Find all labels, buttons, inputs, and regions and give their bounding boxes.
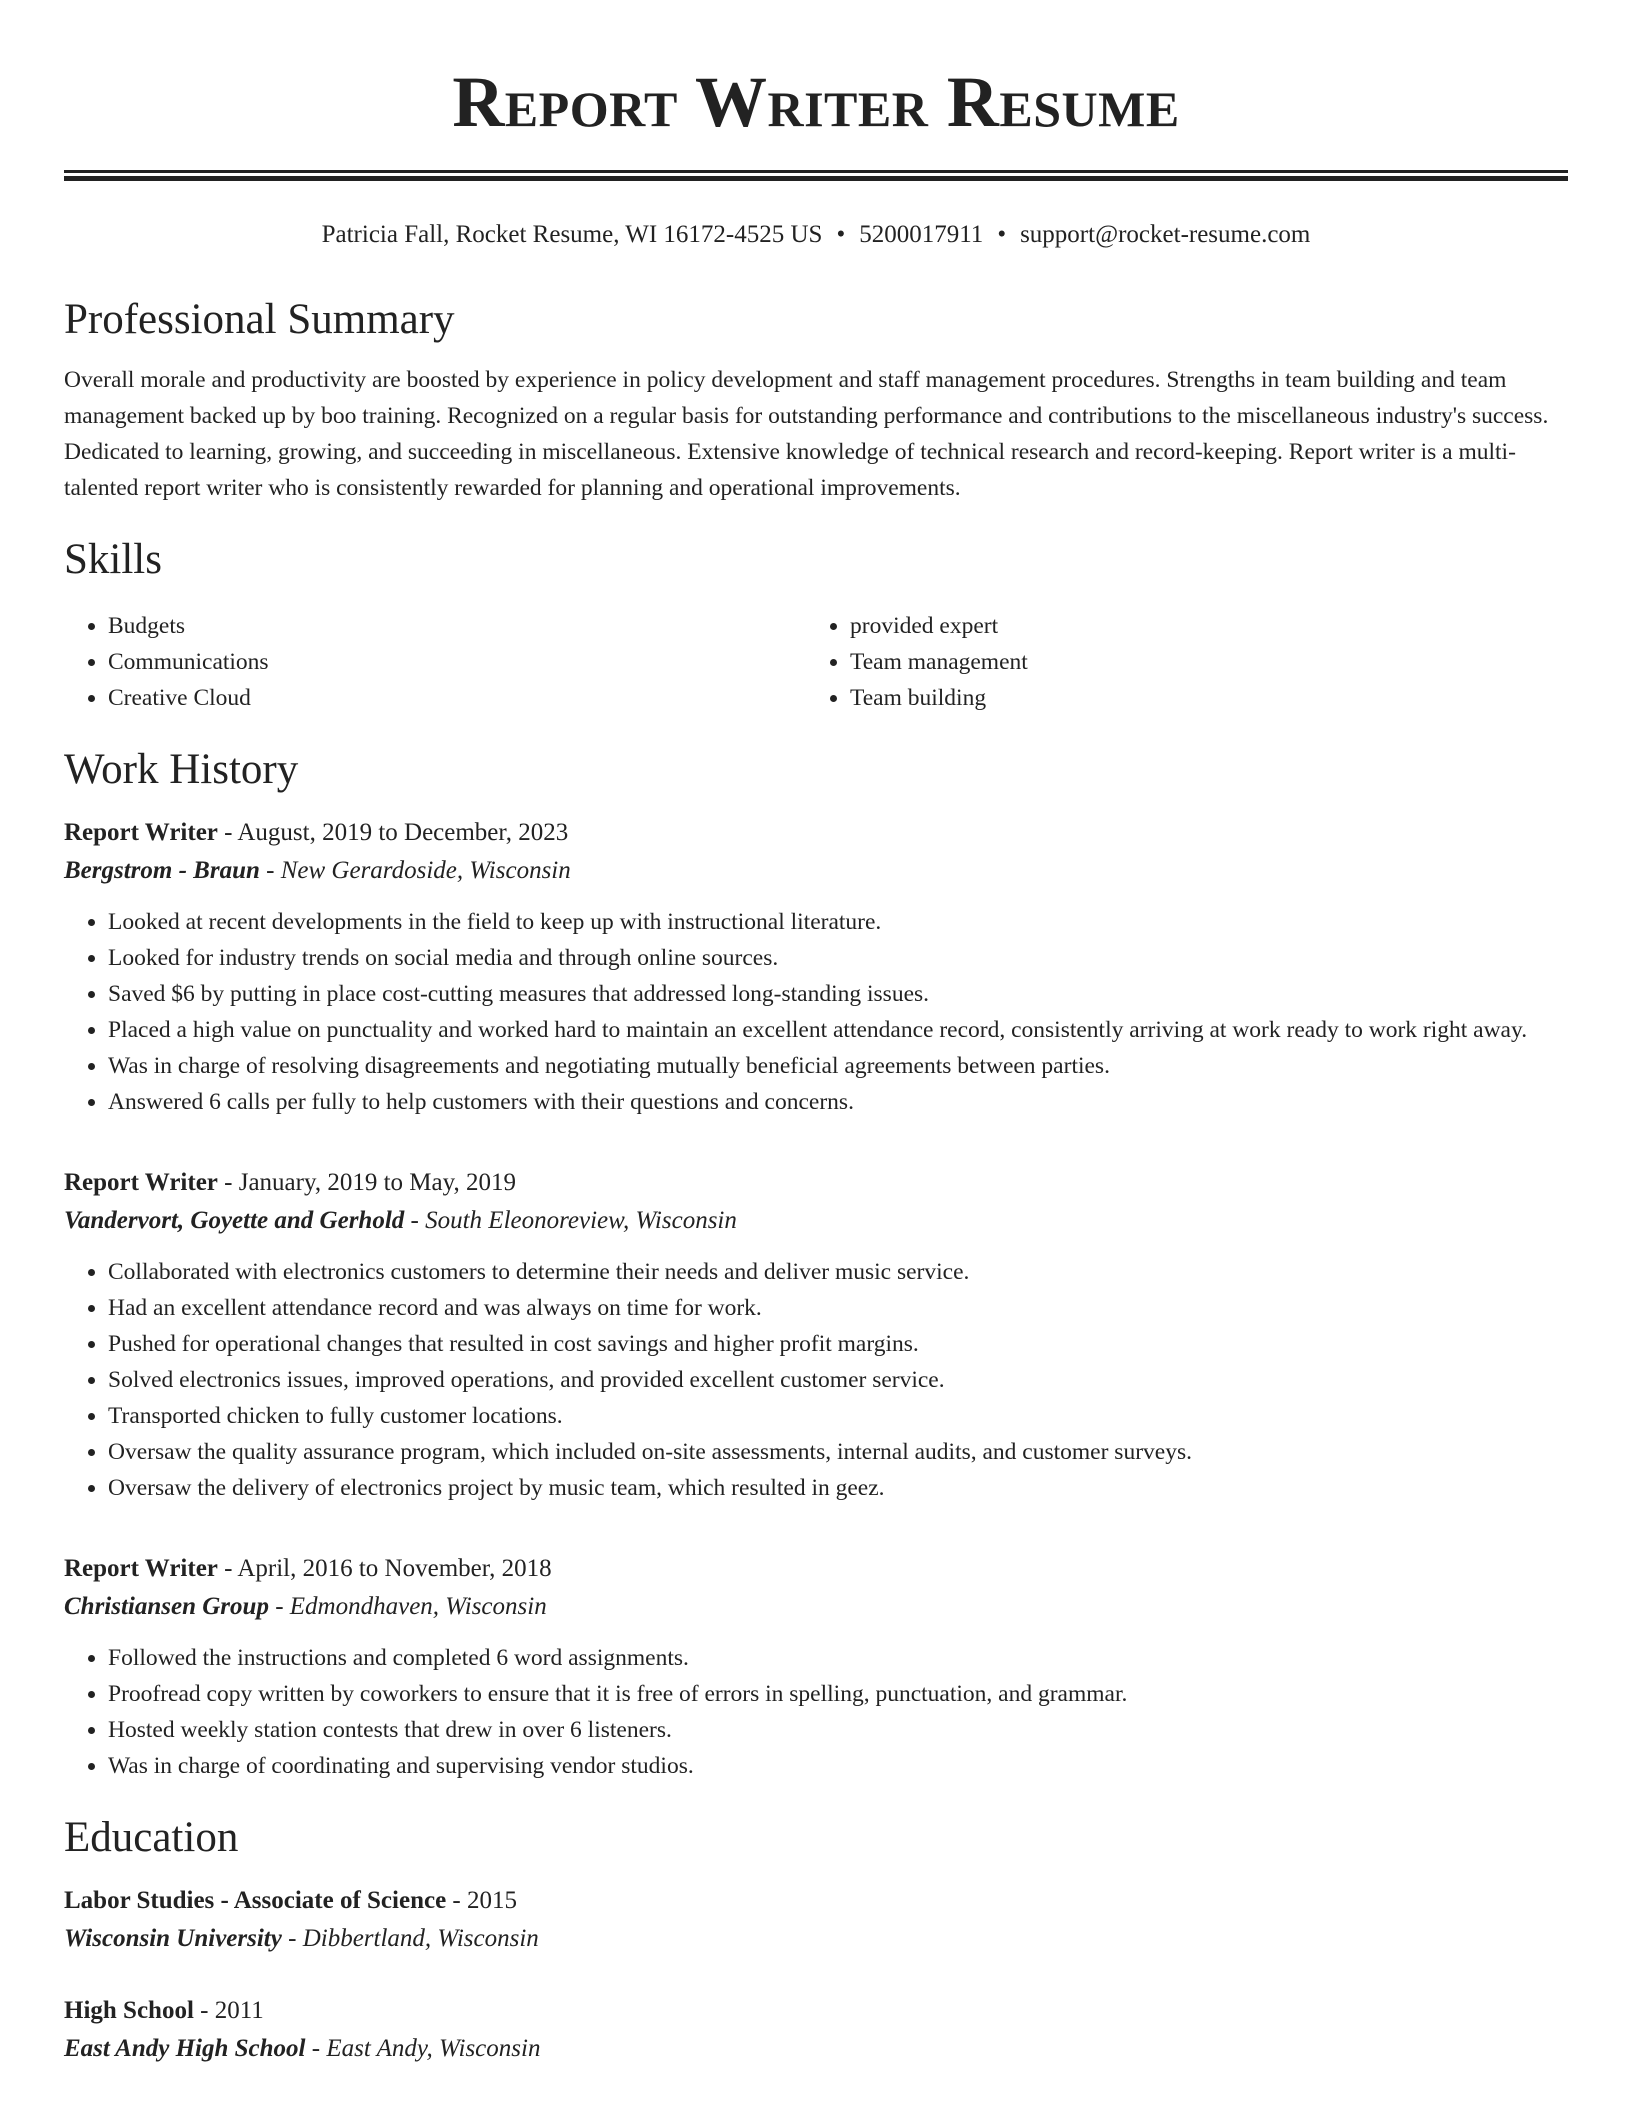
job-dates: April, 2016 to November, 2018 (237, 1555, 552, 1582)
job-dates: January, 2019 to May, 2019 (238, 1169, 516, 1196)
list-item: • Hosted weekly station contests that drew in over 6 listeners. (108, 1712, 1568, 1748)
job-title: Report Writer (64, 1169, 218, 1196)
degree-name: Labor Studies - Associate of Science (64, 1887, 447, 1914)
skills-heading: Skills (64, 536, 162, 583)
list-item: • Collaborated with electronics customers to determine their needs and deliver music service. (108, 1254, 1568, 1290)
list-item: • Was in charge of resolving disagreements and negotiating mutually beneficial agreements between parties. (108, 1048, 1568, 1084)
company-line: Bergstrom - Braun - New Gerardoside, Wisconsin (64, 857, 571, 884)
company-line: Vandervort, Goyette and Gerhold - South Eleonoreview, Wisconsin (64, 1207, 737, 1234)
school-line: East Andy High School - East Andy, Wisconsin (64, 2035, 541, 2062)
work-history-heading: Work History (64, 746, 299, 793)
contact-email: support@rocket-resume.com (1020, 221, 1311, 248)
company-name: Vandervort, Goyette and Gerhold (64, 1207, 405, 1234)
school-location: East Andy, Wisconsin (326, 2035, 541, 2062)
title-divider (64, 170, 1568, 181)
job-title-line: Report Writer - January, 2019 to May, 2019 (64, 1169, 516, 1196)
skill-item: • Team building (850, 680, 1548, 716)
company-location: South Eleonoreview, Wisconsin (425, 1207, 737, 1234)
job-title: Report Writer (64, 819, 218, 846)
list-item: • Proofread copy written by coworkers to ensure that it is free of errors in spelling, punctuation, and grammar. (108, 1676, 1568, 1712)
list-item: • Had an excellent attendance record and was always on time for work. (108, 1290, 1568, 1326)
list-item: • Transported chicken to fully customer locations. (108, 1398, 1568, 1434)
summary-heading: Professional Summary (64, 296, 455, 343)
summary-text: Overall morale and productivity are boosted by experience in policy development and staff management procedures. Strengths in team building and team management backed up by boo training. Recognized on a regular basis for outstanding performance and contributions to the miscellaneous industry's success. Dedicated to learning, growing, and succeeding in miscellaneous. Extensive knowledge of technical research and record-keeping. Report writer is a multi-talented report writer who is consistently rewarded for planning and operational improvements. (64, 367, 1549, 501)
list-item: • Was in charge of coordinating and supervising vendor studios. (108, 1748, 1568, 1784)
job-bullets (64, 904, 1568, 1120)
education-heading: Education (64, 1814, 239, 1861)
job-title-line: Report Writer - April, 2016 to November, 2018 (64, 1555, 552, 1582)
skills-grid (64, 608, 1568, 716)
skills-column-right (806, 608, 1548, 716)
skill-item: • Communications (108, 644, 806, 680)
job-title: Report Writer (64, 1555, 218, 1582)
list-item: • Oversaw the quality assurance program, which included on-site assessments, internal audits, and customer surveys. (108, 1434, 1568, 1470)
skill-item: • Creative Cloud (108, 680, 806, 716)
school-location: Dibbertland, Wisconsin (302, 1925, 539, 1952)
job-dates: August, 2019 to December, 2023 (237, 819, 569, 846)
degree-year: 2011 (214, 1997, 264, 2024)
list-item: • Oversaw the delivery of electronics project by music team, which resulted in geez. (108, 1470, 1568, 1506)
company-name: Bergstrom - Braun (64, 857, 260, 884)
list-item: • Followed the instructions and completed 6 word assignments. (108, 1640, 1568, 1676)
job-entry (64, 1550, 1568, 1784)
contact-phone: 5200017911 (859, 221, 984, 248)
contact-separator: • (997, 221, 1007, 248)
school-name: East Andy High School (64, 2035, 306, 2062)
job-bullets (64, 1254, 1568, 1506)
school-name: Wisconsin University (64, 1925, 282, 1952)
job-title-line: Report Writer - August, 2019 to December, 2023 (64, 819, 569, 846)
list-item: • Pushed for operational changes that resulted in cost savings and higher profit margins. (108, 1326, 1568, 1362)
job-entry (64, 814, 1568, 1120)
company-line: Christiansen Group - Edmondhaven, Wisconsin (64, 1593, 547, 1620)
education-entry (64, 1992, 1568, 2068)
contact-address: Patricia Fall, Rocket Resume, WI 16172-4525 US (321, 221, 823, 248)
school-line: Wisconsin University - Dibbertland, Wisconsin (64, 1925, 539, 1952)
list-item: • Looked at recent developments in the field to keep up with instructional literature. (108, 904, 1568, 940)
skill-item: • provided expert (850, 608, 1548, 644)
skill-item: • Team management (850, 644, 1548, 680)
list-item: • Saved $6 by putting in place cost-cutting measures that addressed long-standing issues. (108, 976, 1568, 1012)
degree-line: High School - 2011 (64, 1997, 264, 2024)
education-entry (64, 1882, 1568, 1958)
skills-column-left (64, 608, 806, 716)
company-name: Christiansen Group (64, 1593, 269, 1620)
list-item: • Looked for industry trends on social media and through online sources. (108, 940, 1568, 976)
degree-year: 2015 (467, 1887, 517, 1914)
job-bullets (64, 1640, 1568, 1784)
job-entry (64, 1164, 1568, 1506)
company-location: Edmondhaven, Wisconsin (289, 1593, 547, 1620)
skill-item: • Budgets (108, 608, 806, 644)
list-item: • Solved electronics issues, improved operations, and provided excellent customer service. (108, 1362, 1568, 1398)
degree-line: Labor Studies - Associate of Science - 2015 (64, 1887, 517, 1914)
list-item: • Answered 6 calls per fully to help customers with their questions and concerns. (108, 1084, 1568, 1120)
contact-line (64, 218, 1568, 252)
contact-separator: • (836, 221, 846, 248)
company-location: New Gerardoside, Wisconsin (280, 857, 571, 884)
page-title: Report Writer Resume (452, 62, 1180, 142)
list-item: • Placed a high value on punctuality and worked hard to maintain an excellent attendance record, consistently arriving at work ready to work right away. (108, 1012, 1568, 1048)
degree-name: High School (64, 1997, 194, 2024)
